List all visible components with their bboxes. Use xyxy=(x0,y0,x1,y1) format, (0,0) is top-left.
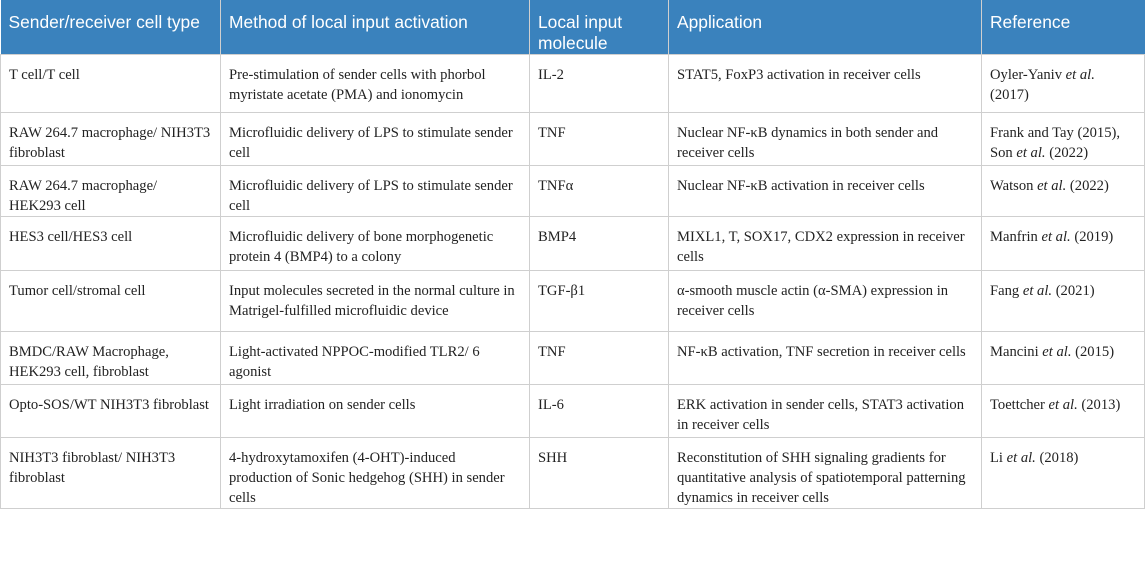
reference-cell xyxy=(982,271,1145,332)
application-cell: Reconstitution of SHH signaling gradients for quantitative analysis of spatiotemporal patterning dynamics in receiver cells xyxy=(669,438,982,509)
reference-cell xyxy=(982,385,1145,438)
reference-authors: Toettcher xyxy=(990,397,1045,413)
reference-authors: Frank and Tay (2015), Son xyxy=(990,125,1121,161)
reference-cell xyxy=(982,217,1145,271)
cell-type-cell: RAW 264.7 macrophage/ HEK293 cell xyxy=(1,166,221,217)
table-row xyxy=(1,55,1145,113)
method-cell: Light-activated NPPOC-modified TLR2/ 6 agonist xyxy=(221,332,530,385)
reference-et-al: et al. xyxy=(1016,145,1046,161)
reference-year: (2022) xyxy=(1049,145,1089,161)
reference-year: (2018) xyxy=(1039,450,1079,466)
molecule-cell: BMP4 xyxy=(530,217,669,271)
method-cell: Microfluidic delivery of bone morphogenetic protein 4 (BMP4) to a colony xyxy=(221,217,530,271)
table-row xyxy=(1,385,1145,438)
reference-authors: Mancini xyxy=(990,344,1039,360)
reference-authors: Oyler-Yaniv xyxy=(990,67,1062,83)
header-molecule: Local input molecule xyxy=(530,0,669,55)
application-cell: ERK activation in sender cells, STAT3 activation in receiver cells xyxy=(669,385,982,438)
reference-year: (2013) xyxy=(1081,397,1121,413)
method-cell: 4-hydroxytamoxifen (4-OHT)-induced production of Sonic hedgehog (SHH) in sender cells xyxy=(221,438,530,509)
header-reference: Reference xyxy=(982,0,1145,55)
reference-authors: Li xyxy=(990,450,1003,466)
molecule-cell: TNF xyxy=(530,113,669,166)
reference-et-al: et al. xyxy=(1006,450,1036,466)
table-row xyxy=(1,271,1145,332)
application-cell: α-smooth muscle actin (α-SMA) expression in receiver cells xyxy=(669,271,982,332)
reference-cell xyxy=(982,332,1145,385)
reference-year: (2021) xyxy=(1055,283,1095,299)
molecule-cell: TGF-β1 xyxy=(530,271,669,332)
application-cell: NF-κB activation, TNF secretion in receiver cells xyxy=(669,332,982,385)
table-header xyxy=(1,0,1145,55)
header-row xyxy=(1,0,1145,55)
header-method: Method of local input activation xyxy=(221,0,530,55)
reference-cell xyxy=(982,113,1145,166)
table-row xyxy=(1,113,1145,166)
cell-type-cell: BMDC/RAW Macrophage, HEK293 cell, fibroblast xyxy=(1,332,221,385)
reference-year: (2019) xyxy=(1074,229,1114,245)
molecule-cell: IL-2 xyxy=(530,55,669,113)
reference-year: (2015) xyxy=(1075,344,1115,360)
application-cell: MIXL1, T, SOX17, CDX2 expression in receiver cells xyxy=(669,217,982,271)
method-cell: Input molecules secreted in the normal culture in Matrigel-fulfilled microfluidic device xyxy=(221,271,530,332)
cell-type-cell: HES3 cell/HES3 cell xyxy=(1,217,221,271)
reference-year: (2017) xyxy=(990,87,1029,103)
cell-type-cell: NIH3T3 fibroblast/ NIH3T3 fibroblast xyxy=(1,438,221,509)
header-cell-type: Sender/receiver cell type xyxy=(1,0,221,55)
molecule-cell: IL-6 xyxy=(530,385,669,438)
molecule-cell: SHH xyxy=(530,438,669,509)
reference-cell xyxy=(982,55,1145,113)
reference-cell xyxy=(982,438,1145,509)
cell-type-cell: RAW 264.7 macrophage/ NIH3T3 fibroblast xyxy=(1,113,221,166)
header-application: Application xyxy=(669,0,982,55)
molecule-cell: TNF xyxy=(530,332,669,385)
application-cell: Nuclear NF-κB dynamics in both sender and receiver cells xyxy=(669,113,982,166)
reference-et-al: et al. xyxy=(1048,397,1078,413)
reference-year: (2022) xyxy=(1069,178,1109,194)
method-cell: Microfluidic delivery of LPS to stimulate sender cell xyxy=(221,166,530,217)
table-body xyxy=(1,55,1145,509)
reference-authors: Manfrin xyxy=(990,229,1038,245)
reference-authors: Watson xyxy=(990,178,1034,194)
method-cell: Pre-stimulation of sender cells with phorbol myristate acetate (PMA) and ionomycin xyxy=(221,55,530,113)
method-cell: Light irradiation on sender cells xyxy=(221,385,530,438)
table-row xyxy=(1,438,1145,509)
reference-et-al: et al. xyxy=(1065,67,1095,83)
table-row xyxy=(1,166,1145,217)
molecule-cell: TNFα xyxy=(530,166,669,217)
reference-et-al: et al. xyxy=(1022,283,1053,299)
reference-cell xyxy=(982,166,1145,217)
reference-et-al: et al. xyxy=(1037,178,1067,194)
cell-type-cell: Opto-SOS/WT NIH3T3 fibroblast xyxy=(1,385,221,438)
application-cell: STAT5, FoxP3 activation in receiver cells xyxy=(669,55,982,113)
reference-et-al: et al. xyxy=(1041,229,1071,245)
cell-type-cell: T cell/T cell xyxy=(1,55,221,113)
application-cell: Nuclear NF-κB activation in receiver cells xyxy=(669,166,982,217)
reference-authors: Fang xyxy=(990,283,1020,299)
reference-et-al: et al. xyxy=(1042,344,1072,360)
method-cell: Microfluidic delivery of LPS to stimulate sender cell xyxy=(221,113,530,166)
table-row xyxy=(1,217,1145,271)
cell-type-cell: Tumor cell/stromal cell xyxy=(1,271,221,332)
table-row xyxy=(1,332,1145,385)
